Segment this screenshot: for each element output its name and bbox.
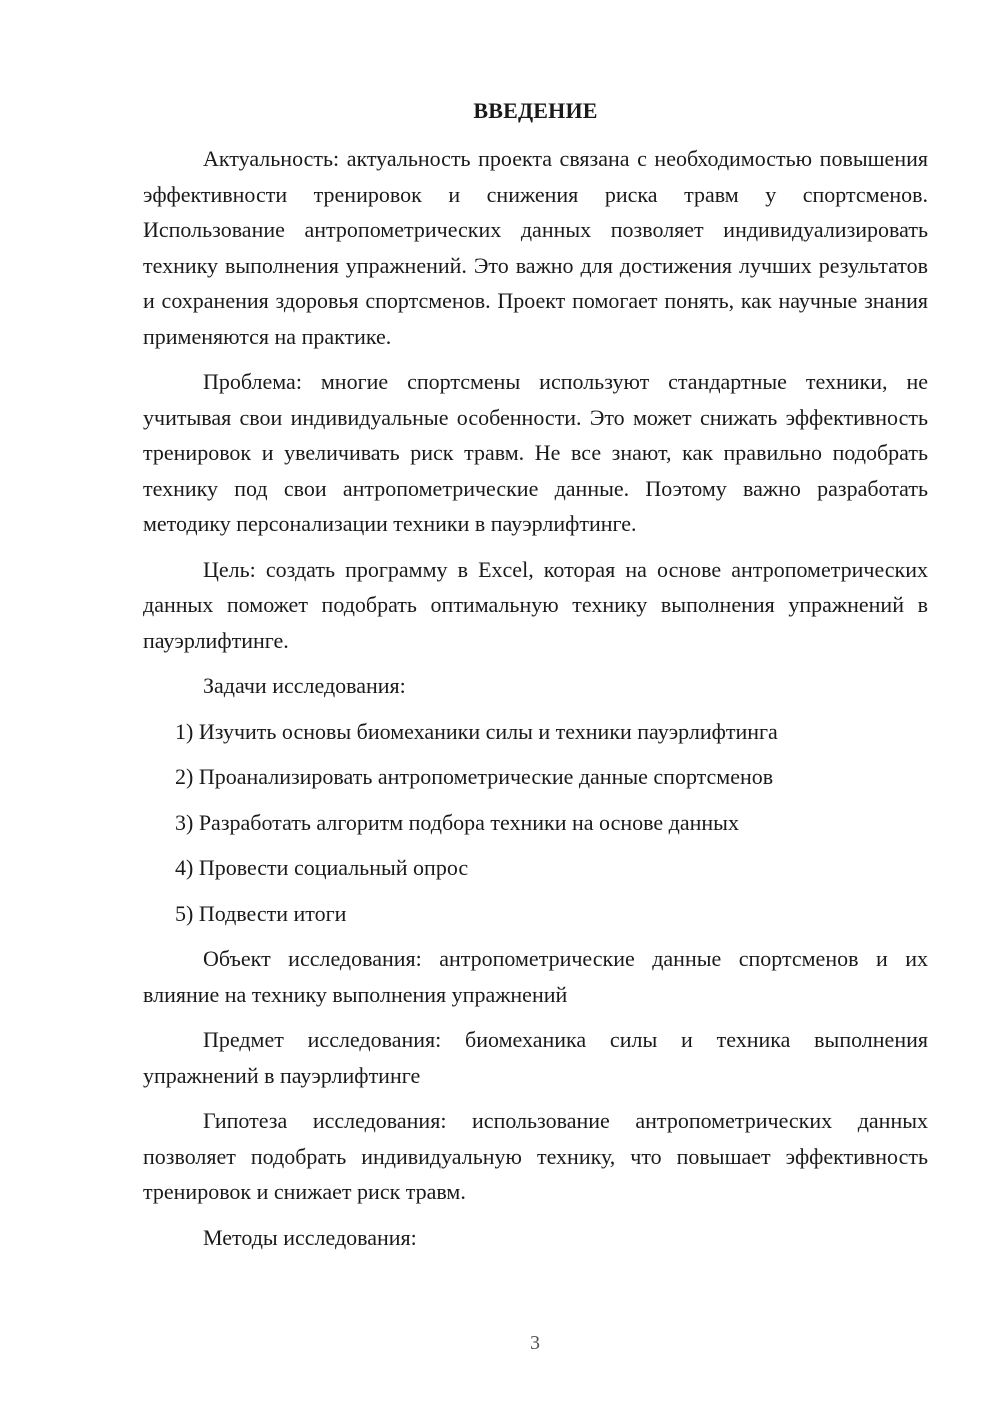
tasks-label: Задачи исследования:	[203, 673, 406, 698]
list-item: 4) Провести социальный опрос	[175, 855, 469, 880]
list-item: 3) Разработать алгоритм подбора техники на основе данных	[175, 809, 739, 835]
document-page	[143, 96, 928, 1265]
list-item: 5) Подвести итоги	[175, 900, 347, 926]
hypothesis-paragraph: Гипотеза исследования: использование антропометрических данных позволяет подобрать индивидуальную технику, что повышает эффективность тренировок и снижает риск травм.	[143, 1108, 928, 1204]
relevance-paragraph: Актуальность: актуальность проекта связана с необходимостью повышения эффективности тренировок и снижения риска травм у спортсменов. Использование антропометрических данных позволяет индивидуализировать технику выполнения упражнений. Это важно для достижения лучших результатов и сохранения здоровья спортсменов. Проект помогает понять, как научные знания применяются на практике.	[143, 146, 928, 349]
object-paragraph: Объект исследования: антропометрические данные спортсменов и их влияние на технику выполнения упражнений	[143, 946, 928, 1007]
list-item: 2) Проанализировать антропометрические данные спортсменов	[175, 764, 774, 789]
methods-label: Методы исследования:	[203, 1224, 417, 1250]
subject-paragraph: Предмет исследования: биомеханика силы и техника выполнения упражнений в пауэрлифтинге	[143, 1027, 928, 1088]
list-item: 1) Изучить основы биомеханики силы и техники пауэрлифтинга	[175, 718, 778, 744]
tasks-list	[143, 714, 928, 932]
problem-paragraph: Проблема: многие спортсмены используют стандартные техники, не учитывая свои индивидуальные особенности. Это может снижать эффективность тренировок и увеличивать риск травм. Не все знают, как правильно подобрать технику под свои антропометрические данные. Поэтому важно разработать методику персонализации техники в пауэрлифтинге.	[143, 369, 928, 536]
page-title: ВВЕДЕНИЕ	[473, 98, 598, 123]
goal-paragraph: Цель: создать программу в Excel, которая на основе антропометрических данных поможет подобрать оптимальную технику выполнения упражнений в пауэрлифтинге.	[143, 556, 928, 653]
page-number: 3	[530, 1332, 540, 1354]
